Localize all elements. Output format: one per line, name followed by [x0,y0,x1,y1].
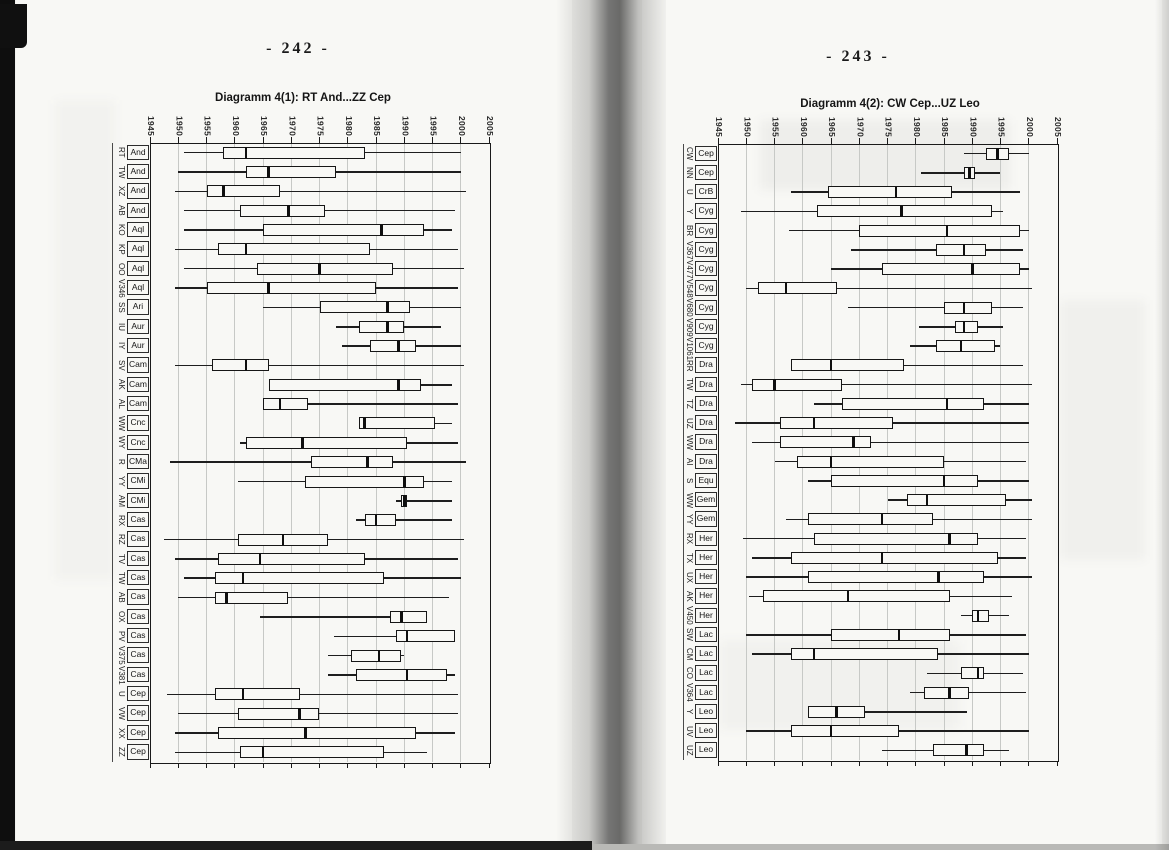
axis-tick-label: 1995 [996,116,1007,137]
chart-frame [150,143,491,764]
scan-left-edge [0,0,15,850]
row-designation-label: CM [685,647,694,661]
row-designation-label: XX [117,727,126,739]
row-constellation-box: And [127,164,149,179]
row-constellation-box: Dra [695,396,717,411]
row-designation-label: IY [117,342,126,350]
axis-tick-bottom [859,762,860,766]
chart-title-right: Diagramm 4(2): CW Cep...UZ Leo [800,98,980,110]
row-constellation-box: Cyg [695,338,717,353]
row-constellation-box: Cas [127,589,149,604]
row-designation-label: CO [685,667,694,680]
axis-tick-label: 1950 [742,116,753,137]
row-designation-label: KP [117,244,126,255]
chart-title-left: Diagramm 4(1): RT And...ZZ Cep [215,92,391,104]
axis-tick-label: 1965 [827,116,837,137]
row-constellation-box: Lac [695,646,717,661]
row-constellation-box: Cas [127,512,149,527]
axis-tick-label: 1970 [287,115,298,136]
row-constellation-box: Cyg [695,319,717,334]
axis-tick-bottom [319,764,320,768]
axis-tick-bottom [404,764,405,768]
row-constellation-box: Her [695,608,717,623]
row-designation-label: YY [117,476,126,487]
axis-tick-label: 1945 [714,116,724,137]
row-constellation-box: And [127,203,149,218]
row-designation-label: AL [117,399,126,410]
row-constellation-box: Dra [695,377,717,392]
row-constellation-box: Cep [127,705,149,720]
axis-tick-bottom [944,762,945,766]
row-constellation-box: Cam [127,357,149,372]
row-constellation-box: Cnc [127,415,149,430]
row-constellation-box: Gem [695,511,717,526]
axis-tick-label: 1960 [798,116,809,137]
row-constellation-box: Cyg [695,203,717,218]
axis-tick-label: 2000 [1024,116,1035,137]
row-constellation-box: Aql [127,280,149,295]
row-constellation-box: Cyg [695,261,717,276]
row-designation-label: UZ [685,417,694,429]
row-designation-label: V375 [117,646,126,665]
axis-tick-label: 1960 [230,115,241,136]
row-designation-label: WW [685,492,694,508]
row-constellation-box: CMa [127,454,149,469]
row-designation-label: SW [685,628,694,642]
row-designation-label: Y [685,709,694,715]
row-designation-label: RZ [117,534,126,545]
axis-tick-bottom [460,764,461,768]
row-designation-label: AB [117,592,126,603]
row-constellation-box: Cas [127,628,149,643]
row-designation-label: V364 [685,683,694,702]
row-constellation-box: CMi [127,473,149,488]
row-designation-label: SS [117,302,126,313]
row-constellation-box: CMi [127,493,149,508]
boxplot-chart-2 [682,0,1132,850]
row-constellation-box: Cep [695,165,717,180]
row-constellation-box: Cep [695,146,717,161]
axis-tick-label: 1955 [202,115,213,136]
axis-tick-label: 1990 [400,115,411,136]
axis-tick-label: 2005 [485,115,495,136]
row-constellation-box: Dra [695,415,717,430]
axis-tick-bottom [831,762,832,766]
row-constellation-box: Leo [695,704,717,719]
row-designation-label: WW [117,415,126,432]
axis-tick-label: 1980 [911,116,922,137]
axis-tick-label: 1970 [855,116,866,137]
row-constellation-box: Aur [127,338,149,353]
row-designation-label: V346 [117,278,126,298]
row-constellation-box: Dra [695,357,717,372]
row-constellation-box: Aql [127,241,149,256]
row-constellation-box: Cas [127,570,149,585]
row-designation-label: IU [117,322,126,331]
row-constellation-box: Cyg [695,242,717,257]
row-designation-label: AB [117,205,126,217]
axis-tick-bottom [376,764,377,768]
scan-bottom-edge [0,841,592,850]
row-constellation-box: Cas [127,531,149,546]
row-constellation-box: CrB [695,184,717,199]
axis-tick-bottom [1057,762,1058,766]
row-constellation-box: Cam [127,377,149,392]
row-designation-label: AM [117,494,126,507]
axis-tick-bottom [746,762,747,766]
row-designation-label: TW [117,165,126,179]
axis-tick-label: 1995 [428,115,439,136]
axis-tick-bottom [1000,762,1001,766]
row-designation-label: SV [117,360,126,371]
row-constellation-box: Lac [695,685,717,700]
row-constellation-box: Cyg [695,223,717,238]
row-designation-label: UV [685,725,694,737]
row-constellation-box: Aur [127,319,149,334]
row-designation-label: AK [117,379,126,391]
row-constellation-box: Ari [127,299,149,314]
row-constellation-box: Dra [695,454,717,469]
axis-tick-bottom [915,762,916,766]
boxplot-chart-1 [111,0,561,850]
row-constellation-box: Cep [127,686,149,701]
axis-tick-label: 1975 [315,115,326,136]
scan-corner-mark [0,4,27,48]
page-number-right: - 243 - [826,48,890,65]
axis-tick-label: 2005 [1053,116,1063,137]
axis-tick-label: 1980 [343,115,354,136]
row-constellation-box: Cep [127,744,149,759]
row-designation-label: RX [117,514,126,526]
row-constellation-box: Lac [695,665,717,680]
row-designation-label: PV [117,630,126,642]
row-constellation-box: Aql [127,222,149,237]
axis-tick-bottom [347,764,348,768]
row-constellation-box: Her [695,569,717,584]
row-designation-label: TZ [685,398,694,409]
chart-frame [718,144,1059,762]
row-designation-label: V381 [117,665,126,685]
row-designation-label: U [685,189,694,196]
axis-tick-bottom [178,764,179,768]
axis-tick-label: 1985 [940,116,950,137]
row-constellation-box: Cep [127,725,149,740]
row-designation-label: V367 [685,240,694,260]
row-designation-label: UX [685,571,694,583]
scan-right-edge [1155,0,1169,850]
row-designation-label: CW [685,146,694,161]
axis-tick-label: 1975 [883,116,894,137]
row-constellation-box: Equ [695,473,717,488]
axis-tick-label: 1985 [372,115,382,136]
row-designation-label: BR [685,225,694,237]
row-designation-label: R [117,459,126,466]
row-designation-label: AI [685,457,694,466]
row-designation-label: WW [685,434,694,450]
row-constellation-box: Cas [127,609,149,624]
axis-tick-label: 1990 [968,116,979,137]
row-constellation-box: Cnc [127,435,149,450]
row-constellation-box: And [127,145,149,160]
page-number-left: - 242 - [266,40,330,57]
row-designation-label: XZ [117,186,126,197]
row-designation-label: NN [685,167,694,179]
row-constellation-box: Dra [695,434,717,449]
row-constellation-box: Her [695,550,717,565]
row-designation-label: KO [117,224,126,236]
row-designation-label: AK [685,591,694,602]
row-designation-label: YY [685,514,694,525]
page-gutter-shadow [556,0,666,850]
row-designation-label: Y [685,208,694,215]
row-designation-label: TX [685,552,694,563]
scan-bottom-edge-light [592,844,1169,850]
row-designation-label: UZ [685,745,694,756]
row-designation-label: RT [117,147,126,158]
row-constellation-box: And [127,183,149,198]
row-constellation-box: Cyg [695,300,717,315]
row-constellation-box: Lac [695,627,717,642]
axis-tick-label: 2000 [456,115,467,136]
row-designation-label: V1061 [685,336,694,360]
row-constellation-box: Aql [127,261,149,276]
row-constellation-box: Her [695,588,717,603]
row-designation-label: S [685,478,694,484]
axis-tick-bottom [234,764,235,768]
row-designation-label: V450 [685,606,694,625]
row-designation-label: TW [685,378,694,391]
row-designation-label: U [117,691,126,698]
row-designation-label: ZZ [117,747,126,758]
row-designation-label: V548 [685,279,694,298]
label-column-rule [112,143,113,762]
row-constellation-box: Cam [127,396,149,411]
axis-tick-bottom [1028,762,1029,766]
axis-tick-bottom [489,764,490,768]
axis-tick-bottom [432,764,433,768]
row-constellation-box: Cyg [695,280,717,295]
axis-tick-label: 1950 [174,115,185,136]
row-designation-label: WY [117,436,126,450]
axis-tick-bottom [150,764,151,768]
row-constellation-box: Leo [695,723,717,738]
row-constellation-box: Cas [127,551,149,566]
row-designation-label: RX [685,533,694,545]
row-designation-label: V477 [685,259,694,279]
axis-tick-bottom [291,764,292,768]
axis-tick-label: 1945 [146,115,156,136]
axis-tick-label: 1965 [259,115,269,136]
row-designation-label: V680 [685,298,694,317]
row-designation-label: OO [117,262,126,275]
row-constellation-box: Her [695,531,717,546]
row-constellation-box: Gem [695,492,717,507]
axis-tick-bottom [263,764,264,768]
axis-tick-label: 1955 [770,116,781,137]
axis-tick-bottom [774,762,775,766]
row-designation-label: TV [117,553,126,564]
axis-tick-bottom [718,762,719,766]
row-designation-label: V909 [685,317,694,337]
row-designation-label: OX [117,611,126,623]
axis-tick-bottom [972,762,973,766]
row-constellation-box: Leo [695,742,717,757]
row-designation-label: TW [117,572,126,585]
axis-tick-bottom [206,764,207,768]
row-designation-label: VW [117,707,126,721]
axis-tick-bottom [887,762,888,766]
axis-tick-bottom [802,762,803,766]
row-constellation-box: Cas [127,647,149,662]
row-constellation-box: Cas [127,667,149,682]
row-designation-label: RR [685,359,694,372]
